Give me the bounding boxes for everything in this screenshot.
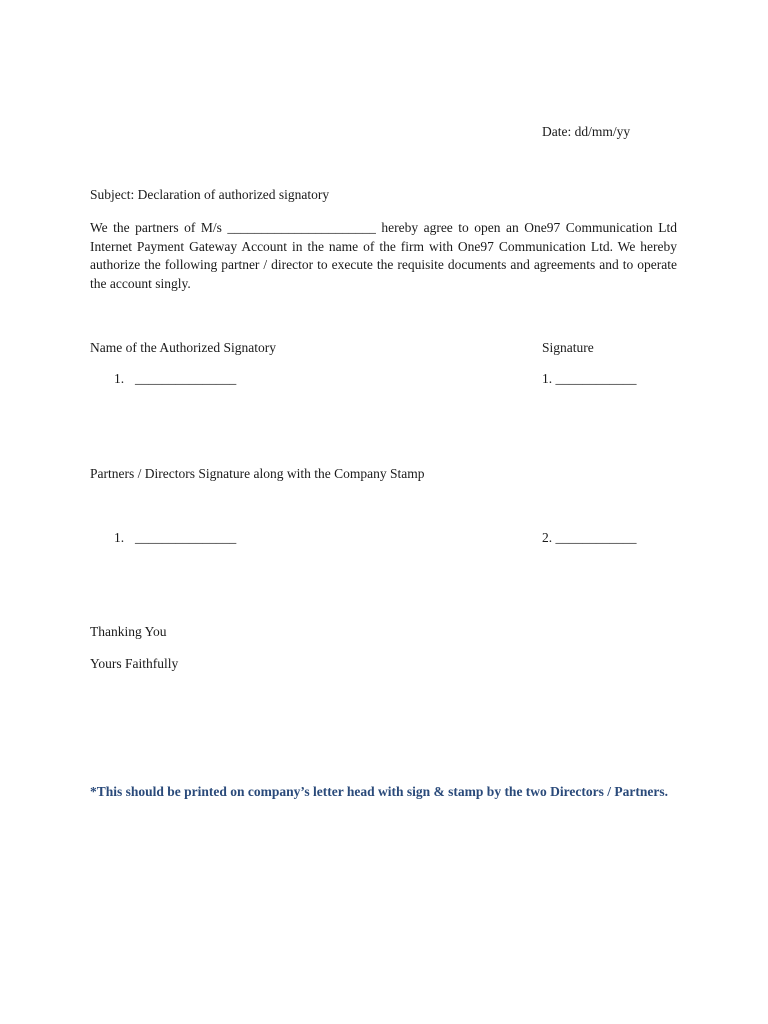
signatory-name-row-1 <box>114 371 236 387</box>
declaration-paragraph: We the partners of M/s ______________________ hereby agree to open an One97 Communication Ltd Internet Payment Gateway Account in the name of the firm with One97 Communication Ltd. We hereby authorize the following partner / director to execute the requisite documents and agreements and to operate the account singly. <box>90 220 677 291</box>
partner-signature-row-2: 2. ____________ <box>542 530 637 545</box>
partners-signature-heading: Partners / Directors Signature along with the Company Stamp <box>90 466 425 481</box>
signature-blank-row-1: 1. ____________ <box>542 371 637 386</box>
partner-signature-row-1 <box>114 530 236 546</box>
date-line: Date: dd/mm/yy <box>542 124 631 139</box>
list-number: 1. <box>114 530 125 545</box>
list-number: 1. <box>114 371 125 386</box>
subject-line: Subject: Declaration of authorized signatory <box>90 187 330 202</box>
signature-header: Signature <box>542 340 594 355</box>
partner-blank-line: _______________ <box>135 530 237 545</box>
authorized-signatory-name-header: Name of the Authorized Signatory <box>90 340 276 355</box>
name-blank-line: _______________ <box>135 371 237 386</box>
print-instruction-note: *This should be printed on company’s letter head with sign & stamp by the two Directors / Partners. <box>90 784 669 799</box>
closing-thanking: Thanking You <box>90 624 167 639</box>
closing-yours-faithfully: Yours Faithfully <box>90 656 179 671</box>
